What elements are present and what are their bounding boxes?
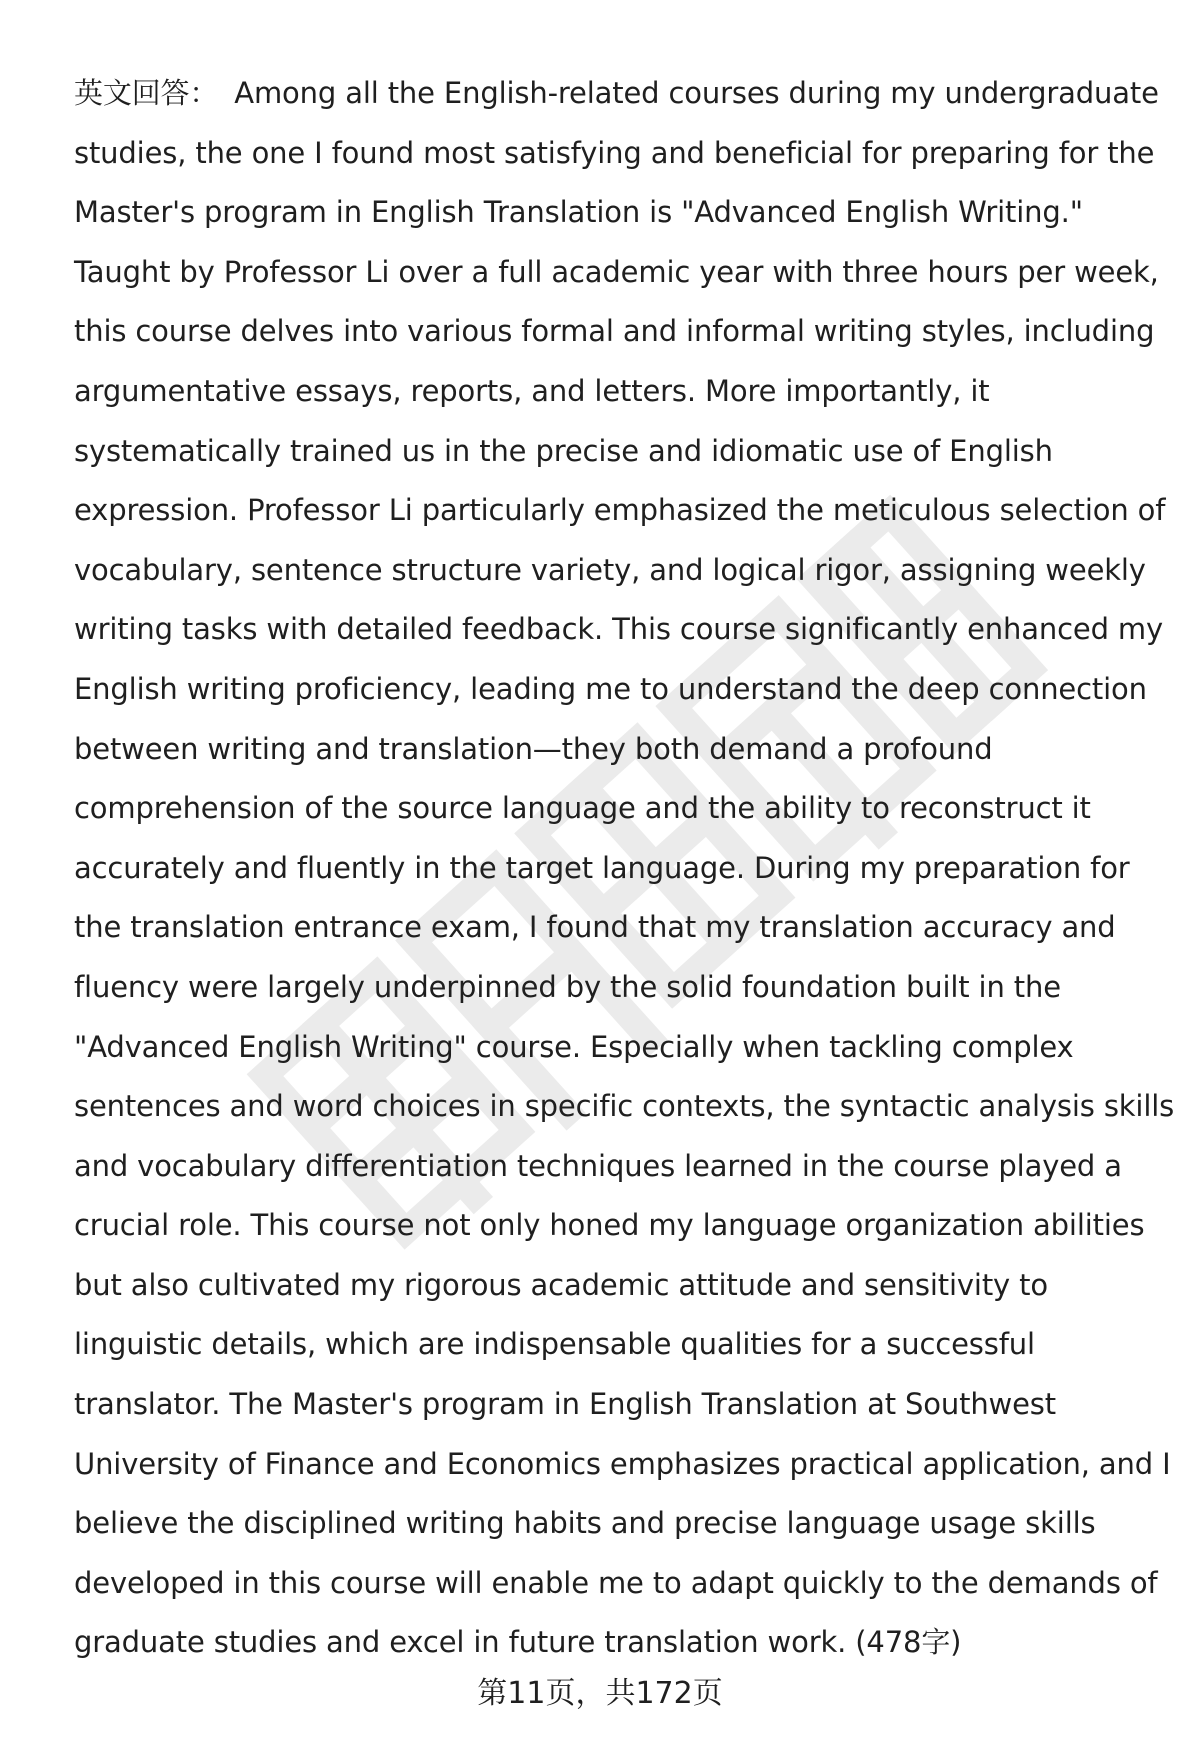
text-line: linguistic details, which are indispensable qualities for a successful bbox=[74, 1327, 1035, 1362]
text-line: Taught by Professor Li over a full academic year with three hours per week, bbox=[74, 254, 1159, 289]
text-line: Master's program in English Translation is "Advanced English Writing." bbox=[74, 195, 1083, 230]
text-line: sentences and word choices in specific contexts, the syntactic analysis skills bbox=[74, 1089, 1175, 1124]
text-line: crucial role. This course not only honed my language organization abilities bbox=[74, 1208, 1145, 1243]
text-line: and vocabulary differentiation techniques learned in the course played a bbox=[74, 1148, 1122, 1183]
text-line: between writing and translation—they both demand a profound bbox=[74, 731, 993, 766]
page-number: 第11页，共172页 bbox=[477, 1676, 723, 1711]
document-body bbox=[74, 64, 1175, 1673]
text-line: comprehension of the source language and the ability to reconstruct it bbox=[74, 791, 1091, 826]
text-line: this course delves into various formal and informal writing styles, including bbox=[74, 314, 1155, 349]
text-line: studies, the one I found most satisfying and beneficial for preparing for the bbox=[74, 135, 1155, 170]
answer-label: 英文回答： bbox=[74, 76, 219, 110]
text-line: Among all the English-related courses during my undergraduate bbox=[234, 76, 1159, 110]
text-line: vocabulary, sentence structure variety, and logical rigor, assigning weekly bbox=[74, 552, 1146, 587]
text-line: graduate studies and excel in future translation work. (478字) bbox=[74, 1625, 962, 1660]
text-line: the translation entrance exam, I found that my translation accuracy and bbox=[74, 910, 1116, 945]
text-line: writing tasks with detailed feedback. This course significantly enhanced my bbox=[74, 612, 1164, 647]
text-line: argumentative essays, reports, and letters. More importantly, it bbox=[74, 373, 990, 408]
text-line: University of Finance and Economics emphasizes practical application, and I bbox=[74, 1446, 1171, 1481]
text-line: English writing proficiency, leading me to understand the deep connection bbox=[74, 671, 1147, 706]
text-line-1 bbox=[74, 64, 1164, 124]
text-line: systematically trained us in the precise and idiomatic use of English bbox=[74, 433, 1053, 468]
text-line: accurately and fluently in the target language. During my preparation for bbox=[74, 850, 1130, 885]
text-line: "Advanced English Writing" course. Especially when tackling complex bbox=[74, 1029, 1074, 1064]
text-line: developed in this course will enable me to adapt quickly to the demands of bbox=[74, 1565, 1158, 1600]
text-line: expression. Professor Li particularly emphasized the meticulous selection of bbox=[74, 493, 1166, 528]
text-line: believe the disciplined writing habits and precise language usage skills bbox=[74, 1506, 1096, 1541]
text-line: fluency were largely underpinned by the solid foundation built in the bbox=[74, 969, 1061, 1004]
text-line: translator. The Master's program in English Translation at Southwest bbox=[74, 1387, 1056, 1422]
text-line: but also cultivated my rigorous academic attitude and sensitivity to bbox=[74, 1267, 1048, 1302]
